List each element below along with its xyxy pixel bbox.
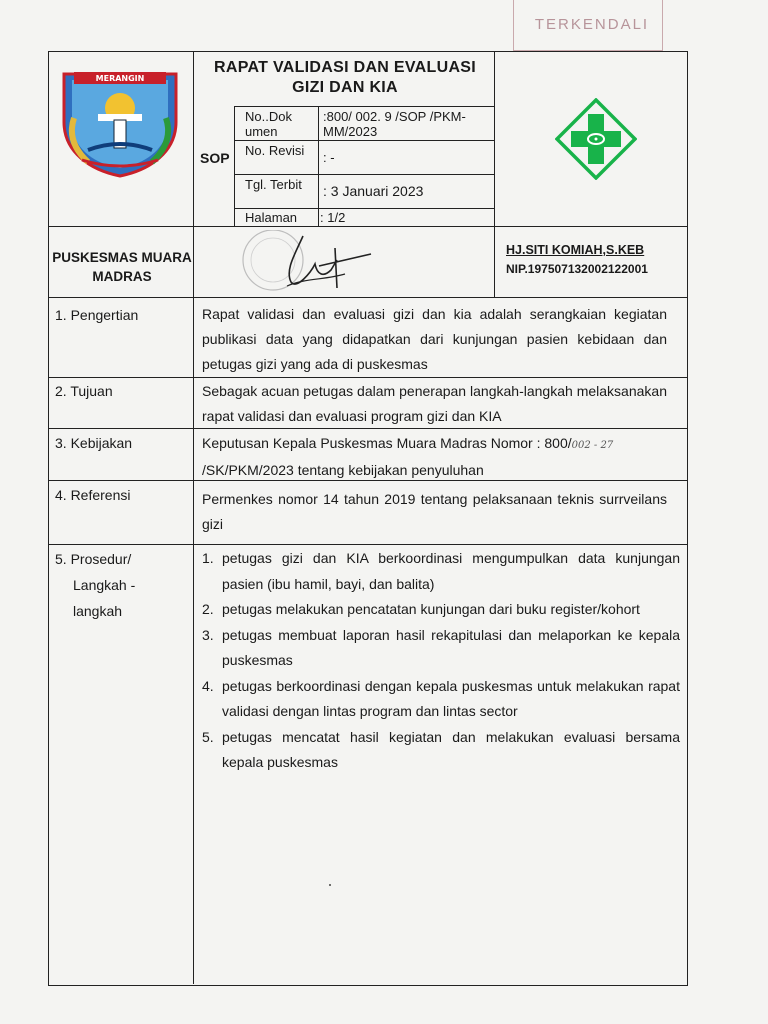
step-number: 5. bbox=[202, 728, 214, 745]
svg-text:MERANGIN: MERANGIN bbox=[95, 74, 145, 83]
column-divider-right bbox=[494, 51, 495, 297]
signatory-nip: NIP.197507132002122001 bbox=[506, 262, 648, 276]
referensi-text: Permenkes nomor 14 tahun 2019 tentang pelaksanaan teknis surrveilans gizi bbox=[202, 491, 667, 532]
merangin-regency-emblem bbox=[52, 68, 188, 180]
row-divider bbox=[234, 140, 494, 141]
kebijakan-text bbox=[202, 431, 667, 483]
document-title: RAPAT VALIDASI DAN EVALUASI GIZI DAN KIA bbox=[213, 59, 477, 96]
no-revisi-label: No. Revisi bbox=[245, 143, 305, 158]
signatory-name: HJ.SITI KOMIAH,S.KEB bbox=[506, 243, 645, 257]
step-text: petugas membuat laporan hasil rekapitulasi dan melaporkan ke kepala puskesmas bbox=[222, 626, 680, 668]
section-label-prosedur: 5. Prosedur/ bbox=[55, 551, 132, 567]
row-divider bbox=[234, 208, 494, 209]
controlled-stamp bbox=[513, 0, 663, 51]
no-dokumen-value-text: :800/ 002. 9 /SOP /PKM-MM/2023 bbox=[323, 109, 466, 139]
section-label-langkah: Langkah - bbox=[73, 577, 136, 593]
row-divider bbox=[48, 226, 687, 227]
tgl-terbit-label: Tgl. Terbit bbox=[245, 177, 302, 192]
stamp-text: TERKENDALI bbox=[534, 16, 650, 33]
step-number: 3. bbox=[202, 626, 214, 643]
row-divider bbox=[234, 106, 494, 107]
row-divider bbox=[234, 174, 494, 175]
section-label-kebijakan: 3. Kebijakan bbox=[55, 435, 133, 451]
row-divider bbox=[48, 377, 687, 378]
health-cross-logo bbox=[555, 98, 637, 180]
section-label-pengertian: 1. Pengertian bbox=[55, 307, 139, 323]
section-label-tujuan: 2. Tujuan bbox=[55, 383, 113, 399]
section-label-referensi: 4. Referensi bbox=[55, 487, 131, 503]
sop-label: SOP bbox=[200, 150, 230, 166]
tujuan-text: Sebagak acuan petugas dalam penerapan langkah-langkah melaksanakan rapat validasi dan evaluasi program gizi dan KIA bbox=[202, 383, 667, 424]
no-dokumen-value bbox=[323, 109, 491, 139]
row-divider bbox=[48, 544, 687, 545]
step-number: 2. bbox=[202, 601, 214, 617]
section-label-langkah-2: langkah bbox=[73, 603, 123, 619]
pengertian-text: Rapat validasi dan evaluasi gizi dan kia adalah serangkaian kegiatan publikasi data yang didapatkan dari kunjungan pasien kebidaan dan petugas gizi yang ada di puskesmas bbox=[202, 306, 667, 372]
row-divider bbox=[48, 297, 687, 298]
kebijakan-text-b: /SK/PKM/2023 tentang kebijakan penyuluhan bbox=[202, 462, 484, 478]
handwritten-number: 002 - 27 bbox=[571, 440, 614, 451]
scan-speck bbox=[329, 884, 331, 886]
procedure-step bbox=[202, 725, 680, 776]
step-text: petugas mencatat hasil kegiatan dan melakukan evaluasi bersama kepala puskesmas bbox=[222, 728, 680, 770]
procedure-step bbox=[202, 546, 680, 597]
no-dokumen-label: No..Dok umen bbox=[245, 109, 292, 139]
procedure-step bbox=[202, 597, 680, 623]
unit-name: PUSKESMAS MUARA MADRAS bbox=[52, 250, 192, 284]
step-text: petugas berkoordinasi dengan kepala puskesmas untuk melakukan rapat validasi dengan lintas program dan lintas sector bbox=[222, 677, 680, 719]
halaman-label: Halaman bbox=[245, 210, 298, 225]
step-text: petugas gizi dan KIA berkoordinasi mengumpulkan data kunjungan pasien (ibu hamil, bayi, dan balita) bbox=[222, 550, 680, 592]
step-number: 4. bbox=[202, 677, 214, 694]
tgl-terbit-value: : 3 Januari 2023 bbox=[323, 183, 424, 199]
procedure-step bbox=[202, 674, 680, 725]
step-number: 1. bbox=[202, 550, 214, 566]
no-revisi-value: : - bbox=[323, 150, 335, 165]
halaman-value: : 1/2 bbox=[320, 210, 346, 225]
step-text: petugas melakukan pencatatan kunjungan dari buku register/kohort bbox=[222, 601, 640, 617]
procedure-steps bbox=[202, 546, 680, 776]
procedure-step bbox=[202, 623, 680, 674]
kebijakan-text-a: Keputusan Kepala Puskesmas Muara Madras Nomor : 800/ bbox=[202, 435, 572, 451]
column-divider bbox=[193, 51, 194, 984]
signature-mark bbox=[215, 230, 375, 294]
